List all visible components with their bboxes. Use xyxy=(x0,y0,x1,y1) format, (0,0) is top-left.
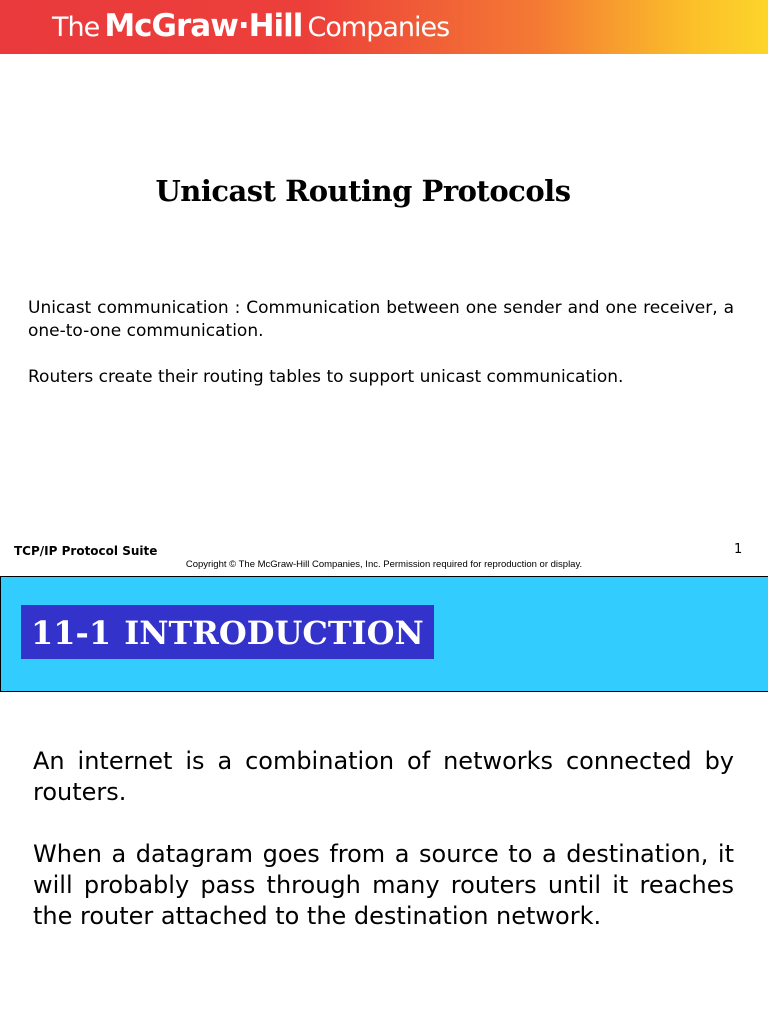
paragraph-internet-definition: An internet is a combination of networks connected by routers. xyxy=(33,747,734,806)
logo-brand: McGraw·Hill xyxy=(104,8,303,44)
section-header-band xyxy=(0,576,768,692)
copyright-notice: Copyright © The McGraw-Hill Companies, Inc. Permission required for reproduction or display. xyxy=(185,559,583,570)
slide-title: Unicast Routing Protocols xyxy=(155,174,571,208)
logo-companies: Companies xyxy=(307,12,450,43)
footer-suite-title: TCP/IP Protocol Suite xyxy=(14,544,158,558)
paragraph-unicast-definition: Unicast communication : Communication between one sender and one receiver, a one-to-one communication. xyxy=(28,298,734,341)
logo-the: The xyxy=(52,12,100,43)
publisher-banner xyxy=(0,0,768,54)
paragraph-routing-tables: Routers create their routing tables to support unicast communication. xyxy=(28,367,624,387)
page-number: 1 xyxy=(734,542,743,557)
section-title: 11-1 INTRODUCTION xyxy=(21,605,434,659)
paragraph-datagram-path: When a datagram goes from a source to a destination, it will probably pass through many routers until it reaches the router attached to the destination network. xyxy=(33,840,734,930)
mcgraw-hill-logo xyxy=(52,8,449,48)
